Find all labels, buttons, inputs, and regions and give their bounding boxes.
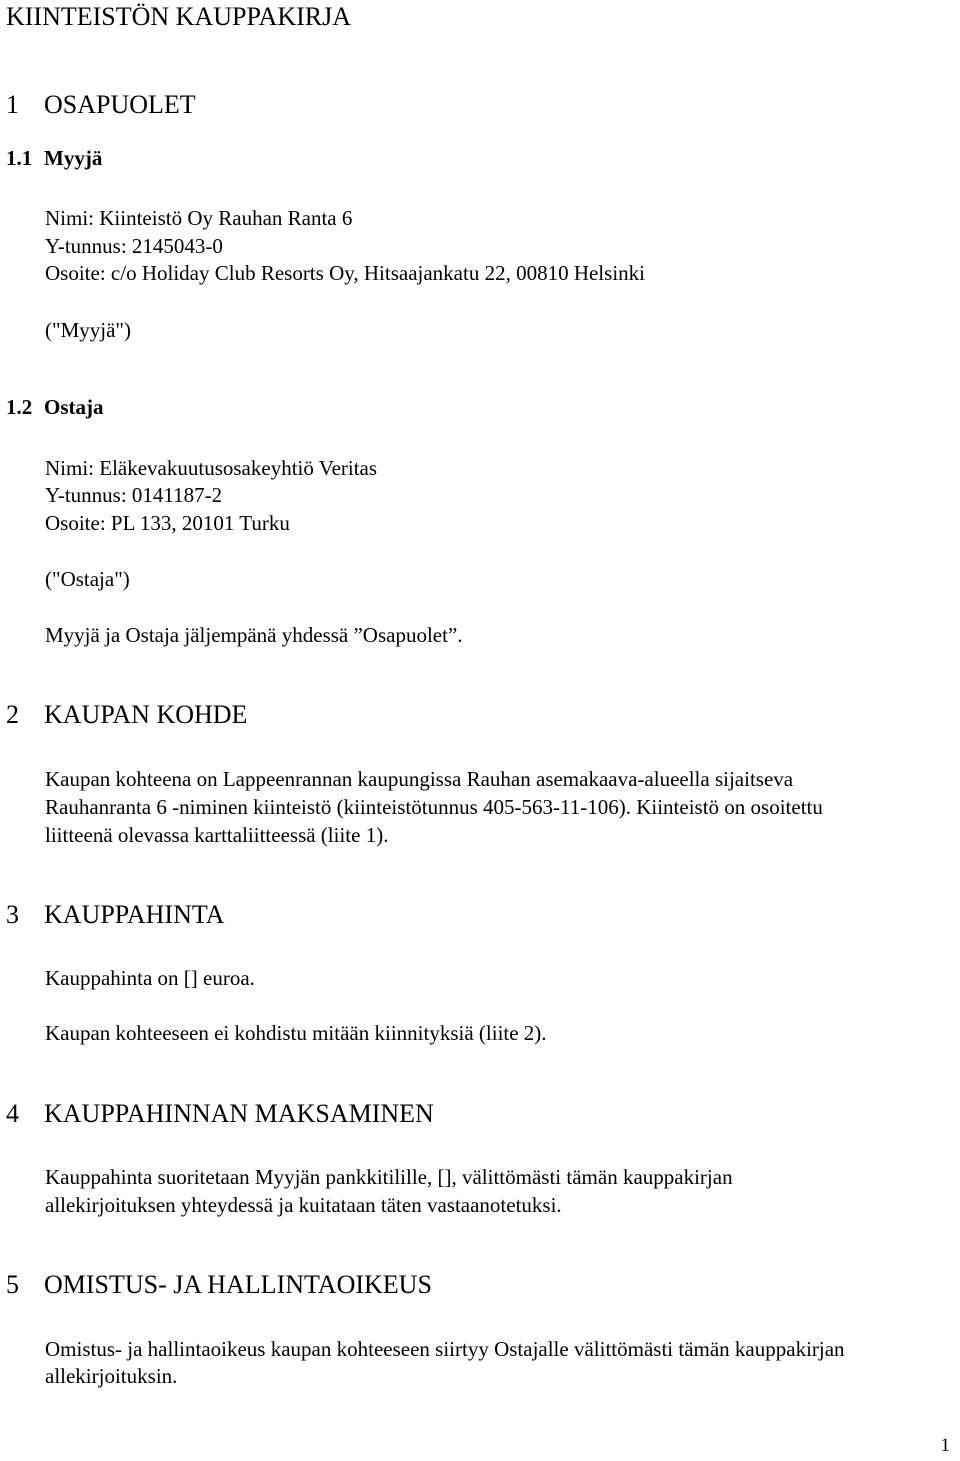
seller-address: Osoite: c/o Holiday Club Resorts Oy, Hitsaajankatu 22, 00810 Helsinki xyxy=(45,261,645,285)
price-encumbrance: Kaupan kohteeseen ei kohdistu mitään kiinnityksiä (liite 2). xyxy=(45,1021,547,1045)
payment-text-line: allekirjoituksen yhteydessä ja kuitataan täten vastaanotetuksi. xyxy=(45,1193,562,1217)
subsection-title: Myyjä xyxy=(44,146,103,170)
section-title: OSAPUOLET xyxy=(44,90,196,119)
subsection-heading-buyer xyxy=(6,397,104,418)
object-text-line: Rauhanranta 6 -niminen kiinteistö (kiinteistötunnus 405-563-11-106). Kiinteistö on osoitettu xyxy=(45,795,823,819)
payment-text-line: Kauppahinta suoritetaan Myyjän pankkitilille, [], välittömästi tämän kauppakirjan xyxy=(45,1165,733,1189)
section-heading-object xyxy=(6,702,247,728)
page-number: 1 xyxy=(940,1435,950,1456)
section-title: KAUPAN KOHDE xyxy=(44,700,248,729)
seller-alias: ("Myyjä") xyxy=(45,318,131,342)
section-number: 2 xyxy=(6,700,19,729)
subsection-number: 1.1 xyxy=(6,146,33,170)
ownership-text-line: allekirjoituksin. xyxy=(45,1364,178,1388)
section-number: 4 xyxy=(6,1099,19,1128)
document-title: KIINTEISTÖN KAUPPAKIRJA xyxy=(6,2,351,31)
seller-name: Nimi: Kiinteistö Oy Rauhan Ranta 6 xyxy=(45,206,353,230)
section-heading-parties xyxy=(6,92,196,118)
buyer-alias: ("Ostaja") xyxy=(45,567,130,591)
subsection-heading-seller xyxy=(6,148,102,169)
subsection-number: 1.2 xyxy=(6,395,33,419)
section-title: OMISTUS- JA HALLINTAOIKEUS xyxy=(44,1270,432,1299)
buyer-name: Nimi: Eläkevakuutusosakeyhtiö Veritas xyxy=(45,456,378,480)
section-heading-payment xyxy=(6,1101,434,1127)
object-text-line: liitteenä olevassa karttaliitteessä (liite 1). xyxy=(45,823,389,847)
object-text-line: Kaupan kohteena on Lappeenrannan kaupungissa Rauhan asemakaava-alueella sijaitseva xyxy=(45,767,794,791)
section-heading-price xyxy=(6,902,224,928)
section-title: KAUPPAHINTA xyxy=(44,900,225,929)
section-title: KAUPPAHINNAN MAKSAMINEN xyxy=(44,1099,434,1128)
section-number: 5 xyxy=(6,1270,19,1299)
section-heading-ownership xyxy=(6,1272,432,1298)
section-number: 3 xyxy=(6,900,19,929)
ownership-text-line: Omistus- ja hallintaoikeus kaupan kohteeseen siirtyy Ostajalle välittömästi tämän kauppakirjan xyxy=(45,1337,845,1361)
section-number: 1 xyxy=(6,90,19,119)
price-amount: Kauppahinta on [] euroa. xyxy=(45,966,255,990)
buyer-address: Osoite: PL 133, 20101 Turku xyxy=(45,511,290,535)
seller-business-id: Y-tunnus: 2145043-0 xyxy=(45,234,223,258)
buyer-business-id: Y-tunnus: 0141187-2 xyxy=(45,483,223,507)
parties-together-note: Myyjä ja Ostaja jäljempänä yhdessä ”Osapuolet”. xyxy=(45,623,463,647)
subsection-title: Ostaja xyxy=(44,395,104,419)
